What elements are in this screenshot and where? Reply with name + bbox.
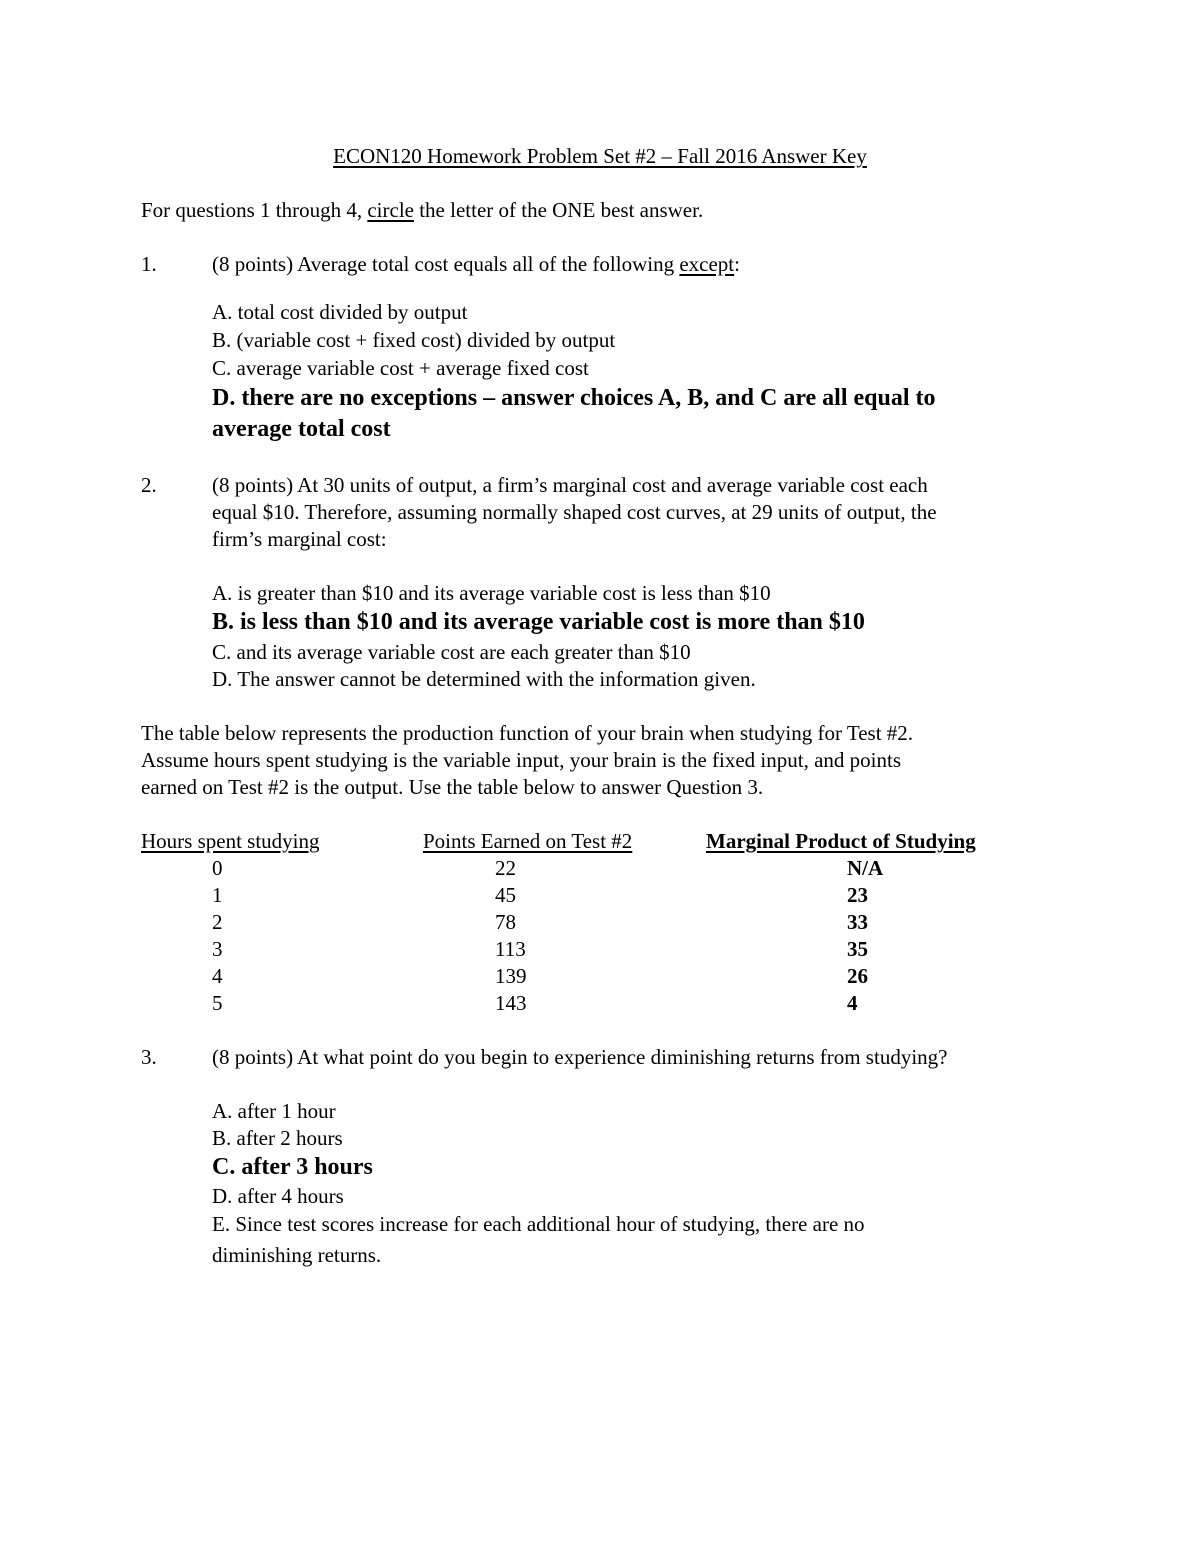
table-cell-marginal-product: 23 [847, 883, 868, 907]
question3-option-c-answer: C. after 3 hours [212, 1154, 373, 1180]
question2-option-d: D. The answer cannot be determined with the information given. [212, 667, 756, 691]
question3-stem: (8 points) At what point do you begin to experience diminishing returns from studying? [212, 1045, 948, 1069]
instructions-after: the letter of the ONE best answer. [413, 198, 704, 222]
table-cell-hours: 0 [212, 856, 223, 880]
question1-option-a: A. total cost divided by output [212, 300, 468, 324]
table-cell-marginal-product: N/A [847, 856, 884, 880]
table-cell-hours: 2 [212, 910, 223, 934]
table-cell-marginal-product: 33 [847, 910, 868, 934]
question1-option-d-answer-cont: average total cost [212, 416, 391, 442]
question3-option-a: A. after 1 hour [212, 1099, 336, 1123]
question2-stem-line1: (8 points) At 30 units of output, a firm’s marginal cost and average variable cost each [212, 473, 928, 497]
instructions-before: For questions 1 through 4, [141, 198, 368, 222]
question1-stem-before: (8 points) Average total cost equals all of the following [212, 252, 680, 276]
question1-stem-emphasis: except [679, 252, 735, 276]
question2-option-b-answer: B. is less than $10 and its average variable cost is more than $10 [212, 609, 865, 635]
table-header-marginal-product: Marginal Product of Studying [706, 829, 976, 853]
question3-option-e-cont: diminishing returns. [212, 1243, 382, 1267]
question2-option-a: A. is greater than $10 and its average variable cost is less than $10 [212, 581, 771, 605]
question2-number: 2. [141, 473, 157, 497]
question1-stem-after: : [734, 252, 740, 276]
page-title: ECON120 Homework Problem Set #2 – Fall 2016 Answer Key [333, 144, 867, 168]
table-cell-points: 139 [495, 964, 527, 988]
table-cell-hours: 1 [212, 883, 223, 907]
table-cell-marginal-product: 26 [847, 964, 868, 988]
table-cell-points: 143 [495, 991, 527, 1015]
table-cell-points: 113 [495, 937, 526, 961]
table-header-hours: Hours spent studying [141, 829, 320, 853]
question1-stem [212, 251, 740, 278]
question1-option-c: C. average variable cost + average fixed cost [212, 356, 589, 380]
question2-option-c: C. and its average variable cost are each greater than $10 [212, 640, 691, 664]
table-cell-points: 45 [495, 883, 516, 907]
instructions-emphasis: circle [367, 198, 414, 222]
table-header-points: Points Earned on Test #2 [423, 829, 633, 853]
instructions [141, 197, 703, 224]
table-intro-line3: earned on Test #2 is the output. Use the table below to answer Question 3. [141, 775, 764, 799]
question1-number: 1. [141, 252, 157, 276]
table-intro-line2: Assume hours spent studying is the variable input, your brain is the fixed input, and points [141, 748, 901, 772]
table-cell-hours: 4 [212, 964, 223, 988]
table-cell-marginal-product: 35 [847, 937, 868, 961]
question3-option-b: B. after 2 hours [212, 1126, 343, 1150]
table-intro-line1: The table below represents the production function of your brain when studying for Test #2. [141, 721, 914, 745]
table-cell-hours: 5 [212, 991, 223, 1015]
question2-stem-line2: equal $10. Therefore, assuming normally shaped cost curves, at 29 units of output, the [212, 500, 937, 524]
table-cell-points: 78 [495, 910, 516, 934]
question1-option-d-answer: D. there are no exceptions – answer choices A, B, and C are all equal to [212, 385, 936, 411]
question3-number: 3. [141, 1045, 157, 1069]
question1-option-b: B. (variable cost + fixed cost) divided by output [212, 328, 616, 352]
table-cell-hours: 3 [212, 937, 223, 961]
table-cell-points: 22 [495, 856, 516, 880]
question3-option-e: E. Since test scores increase for each additional hour of studying, there are no [212, 1212, 865, 1236]
question3-option-d: D. after 4 hours [212, 1184, 344, 1208]
table-cell-marginal-product: 4 [847, 991, 858, 1015]
question2-stem-line3: firm’s marginal cost: [212, 527, 387, 551]
